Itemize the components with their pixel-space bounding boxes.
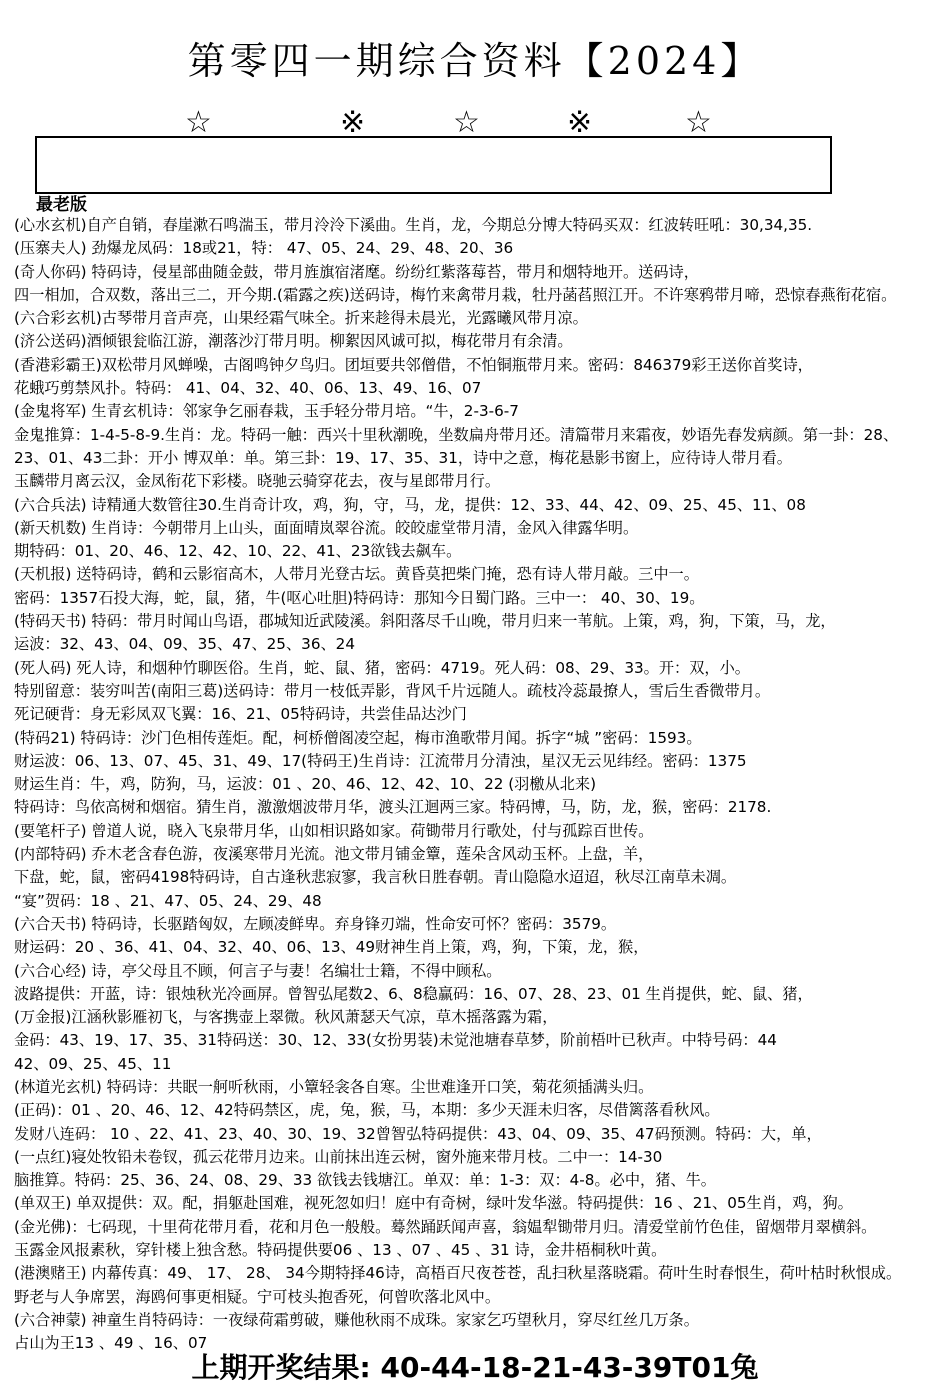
text-line: 财运波：06、13、07、45、31、49、17(特码王)生肖诗：江流带月分清浊，星汉无云见纬经。密码：1375 [14,751,747,770]
text-line: 玉麟带月离云汉，金凤衔花下彩楼。晓驰云骑穿花去，夜与星郎带月行。 [14,472,500,491]
text-line: 42、09、25、45、11 [14,1054,172,1073]
text-line: 财运码：20 、36、41、04、32、40、06、13、49财神生肖上策，鸡，狗，下策，龙，猴， [14,938,649,957]
text-line: “宴”贺码：18 、21、47、05、24、29、48 [14,891,322,910]
blank-box [35,136,832,194]
text-line: (六合彩玄机)古琴带月音声亮，山果经霜气味全。折来趁得未晨光，光露曦风带月凉。 [14,309,588,328]
text-line: 下盘，蛇，鼠，密码4198特码诗，自古逢秋悲寂寥，我言秋日胜春朝。青山隐隐水迢迢，秋尽江南草未凋。 [14,868,737,887]
star-icon: ☆ [453,105,480,140]
text-line: (压寨夫人) 劲爆龙凤码：18或21，特： 47、05、24、29、48、20、36 [14,239,514,258]
page-title: 第零四一期综合资料【2024】 [187,39,763,83]
star-icon: ☆ [185,105,212,140]
last-result-banner: 上期开奖结果: 40-44-18-21-43-39T01兔 [191,1351,759,1384]
text-line: 金鬼推算：1-4-5-8-9.生肖：龙。特码一触：西兴十里秋潮晚，坐数扁舟带月还。清篇带月来霜夜，妙语先春发病颜。第一卦：28、 [14,425,899,444]
text-line: 玉露金风报素秋，穿针楼上独含愁。特码提供要06 、13 、07 、45 、31 诗，金井梧桐秋叶黄。 [14,1241,667,1260]
text-line: (六合神蒙) 神童生肖特码诗：一夜绿荷霜剪破，赚他秋雨不成珠。家家乞巧望秋月，穿尽红丝几万条。 [14,1310,699,1329]
text-line: 运波：32、43、04、09、35、47、25、36、24 [14,635,355,654]
text-line: (心水玄机)自产自销，春崖漱石鸣湍玉，带月泠泠下溪曲。生肖，龙，今期总分博大特码买双：红波转旺吼：30,34,35. [14,216,813,234]
text-line: 特别留意：装穷叫苦(南阳三葛)送码诗：带月一枝低弄影，背风千片远随人。疏枝冷蕊最撩人，雪后生香微带月。 [14,681,771,700]
text-line: (内部特码) 乔木老含春色游，夜溪寒带月光流。池文带月铺金簟，莲朵含风动玉杯。上盘，羊， [14,845,654,864]
text-line: (要笔杆子) 曾道人说，晓入飞泉带月华，山如相识路如家。荷锄带月行歌处，付与孤踪百世传。 [14,821,654,840]
text-line: 花蛾巧剪禁风扑。特码： 41、04、32、40、06、13、49、16、07 [14,379,482,398]
text-line: 脑推算。特码：25、36、24、08、29、33 欲钱去钱塘江。单双：单：1-3：双：4-8。必中，猪、牛。 [14,1171,716,1190]
text-line: (港澳赌王) 内幕传真：49、 17、 28、 34今期特择46诗，高梧百尺夜苍苍，乱扫秋星落晓霜。荷叶生时春恨生，荷叶枯时秋恨成。 [14,1264,902,1283]
edition-label: 最老版 [36,195,87,215]
text-line: (新天机数) 生肖诗：今朝带月上山头，面面晴岚翠谷流。皎皎虚堂带月清，金风入律露华明。 [14,518,639,537]
content-lines [14,214,946,1356]
text-line: (香港彩霸王)双松带月风蝉噪，古阁鸣钟夕鸟归。团垣要共邻僧借，不怕铜瓶带月来。密码：846379彩王送你首奖诗， [14,355,813,374]
text-line: 波路提供：开蓝，诗：银烛秋光冷画屏。曾智弘尾数2、6、8稳赢码：16、07、28、23、01 生肖提供，蛇、鼠、猪， [14,984,813,1003]
star-icon: ☆ [685,105,712,140]
text-line: 占山为王13 、49 、16、07 [14,1334,208,1353]
text-line: 财运生肖：牛，鸡，防狗，马，运波：01 、20、46、12、42、10、22 (羽檄从北来) [14,775,597,794]
text-line: 金码：43、19、17、35、31特码送：30、12、33(女扮男装)未觉池塘春草梦，阶前梧叶已秋声。中特号码：44 [14,1031,777,1050]
text-line: 四一相加，合双数，落出三二，开今期.(霜露之疾)送码诗，梅竹来禽带月栽，牡丹菡萏照江开。不许寒鸦带月啼，恐惊春燕衔花宿。 [14,285,897,304]
text-line: (济公送码)酒倾银瓮临江游，潮落沙汀带月明。柳絮因风诚可拟，梅花带月有余清。 [14,332,573,351]
text-line: 野老与人争席罢，海鸥何事更相疑。宁可枝头抱香死，何曾吹落北风中。 [14,1287,500,1306]
text-line: (死人码) 死人诗，和烟种竹聊医俗。生肖，蛇、鼠、猪，密码：4719。死人码：08、29、33。开：双，小。 [14,658,750,677]
text-line: 特码诗：鸟依高树和烟宿。猜生肖，激激烟波带月华，渡头江迴两三家。特码博，马，防，龙，猴，密码：2178. [14,798,772,817]
snowflake-icon: ※ [567,105,593,140]
text-line: (林道光玄机) 特码诗：共眠一舸听秋雨，小簟轻衾各自寒。尘世难逢开口笑，菊花须插满头归。 [14,1077,654,1096]
text-line: (单双王) 单双提供：双。配，捐躯赴国难，视死忽如归！庭中有奇树，绿叶发华滋。特码提供：16 、21、05生肖，鸡，狗。 [14,1194,853,1213]
text-line: 23、01、43二卦：开小 博双单：单。第三卦：19、17、35、31，诗中之意，梅花悬影书窗上，应待诗人带月看。 [14,448,792,467]
text-line: (奇人你码) 特码诗，侵星部曲随金鼓，带月旌旗宿渚麾。纷纷红紫落莓苔，带月和烟特地开。送码诗， [14,262,699,281]
text-line: (万金报)江涵秋影雁初飞，与客携壶上翠微。秋风萧瑟天气凉，草木摇落露为霜， [14,1008,558,1027]
text-line: (六合兵法) 诗精通大数管往30.生肖奇计攻，鸡，狗，守，马，龙，提供：12、33、44、42、09、25、45、11、08 [14,495,806,514]
text-line: 死记硬背：身无彩凤双飞翼：16、21、05特码诗，共尝佳品达沙门 [14,705,467,724]
text-line: (天机报) 送特码诗，鹤和云影宿高木，人带月光登古坛。黄昏莫把柴门掩，恐有诗人带月敲。三中一。 [14,565,699,584]
text-line: 期特码：01、20、46、12、42、10、22、41、23欲钱去飙车。 [14,542,462,561]
text-line: (金光佛)：七码现，十里荷花带月看，花和月色一般般。蓦然踊跃闻声喜，翁媪犁锄带月归。清爱堂前竹色佳，留烟带月翠横斜。 [14,1217,877,1236]
text-line: 密码：1357石投大海，蛇，鼠，猪，牛(呕心吐胆)特码诗：那知今日蜀门路。三中一： 40、30、19。 [14,588,705,607]
text-line: (一点红)寝处牧铅未卷钗，孤云花带月边来。山前抹出连云树，窗外施来带月枝。二中一：14-30 [14,1147,663,1166]
snowflake-icon: ※ [340,105,366,140]
text-line: (特码21) 特码诗：沙门色相传莲炬。配，柯桥僧阁凌空起，梅市渔歌带月闻。拆字“城 ”密码：1593。 [14,728,702,747]
text-line: (六合心经) 诗，亭父母且不顾，何言子与妻！名编壮士籍，不得中顾私。 [14,961,502,980]
text-line: (特码天书) 特码：带月时闻山鸟语，郡城知近武陵溪。斜阳落尽千山晚，带月归来一苇航。上策，鸡，狗，下策，马，龙， [14,612,836,631]
text-line: (金鬼将军) 生青玄机诗：邻家争乞丽春栽，玉手轻分带月培。“牛，2-3-6-7 [14,402,519,421]
text-line: 发财八连码： 10 、22、41、23、40、30、19、32曾智弘特码提供：43、04、09、35、47码预测。特码：大，单， [14,1124,822,1143]
text-line: (正码)：01 、20、46、12、42特码禁区，虎，兔，猴，马，本期：多少天涯未归客，尽借篱落看秋风。 [14,1101,720,1120]
text-line: (六合天书) 特码诗，长驱踏匈奴，左顾凌鲜卑。弃身锋刃端，性命安可怀？密码：3579。 [14,914,617,933]
